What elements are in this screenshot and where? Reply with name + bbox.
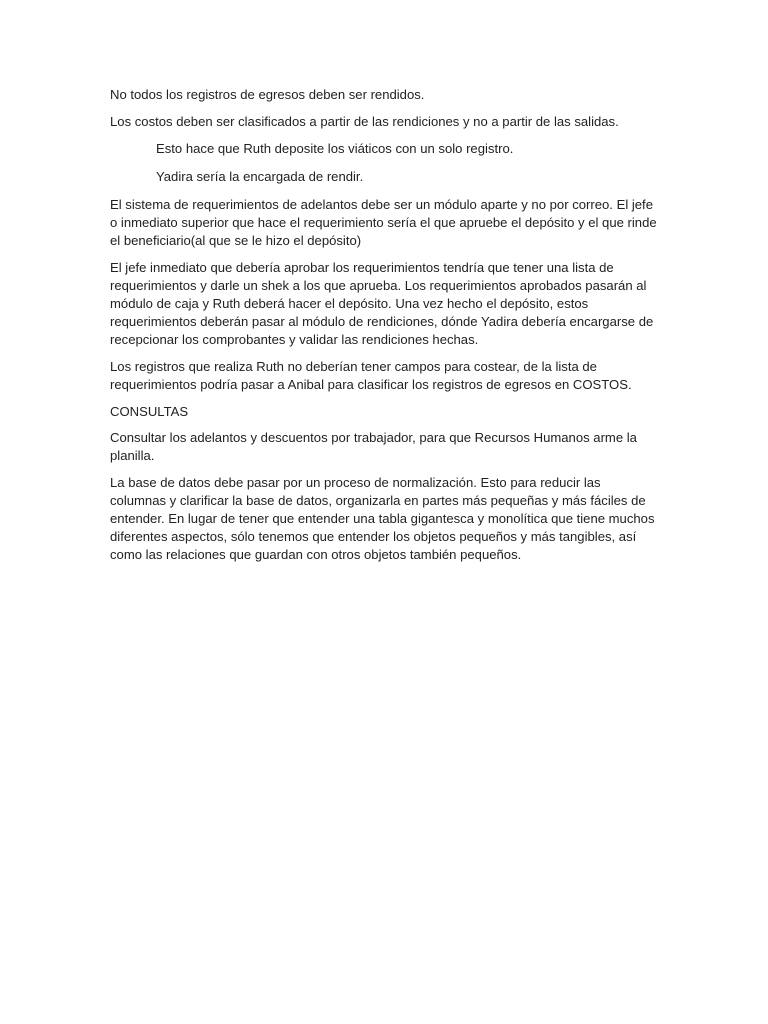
paragraph-consultar-adelantos: Consultar los adelantos y descuentos por trabajador, para que Recursos Humanos arme la planilla.: [110, 430, 637, 463]
paragraph-yadira-rendir: Yadira sería la encargada de rendir.: [156, 169, 364, 184]
paragraph-normalizacion: La base de datos debe pasar por un proceso de normalización. Esto para reducir las columnas y clarificar la base de datos, organizarla en partes más pequeñas y más fáciles de entender. En lugar de tener que entender una tabla gigantesca y monolítica que tiene muchos diferentes aspectos, sólo tenemos que entender los objetos pequeños y más tangibles, así como las relaciones que guardan con otros objetos también pequeños.: [110, 475, 655, 562]
paragraph-jefe-inmediato: El jefe inmediato que debería aprobar los requerimientos tendría que tener una lista de requerimientos y darle un shek a los que aprueba. Los requerimientos aprobados pasarán al módulo de caja y Ruth deberá hacer el depósito. Una vez hecho el depósito, estos requerimientos deberán pasar al módulo de rendiciones, dónde Yadira debería encargarse de recepcionar los comprobantes y validar las rendiciones hechas.: [110, 260, 654, 347]
paragraph-ruth-viaticos: Esto hace que Ruth deposite los viáticos con un solo registro.: [156, 141, 514, 156]
paragraph-registros-ruth: Los registros que realiza Ruth no deberían tener campos para costear, de la lista de requerimientos podría pasar a Anibal para clasificar los registros de egresos en COSTOS.: [110, 359, 632, 392]
paragraph-costos-clasificados: Los costos deben ser clasificados a partir de las rendiciones y no a partir de las salidas.: [110, 114, 619, 129]
paragraph-sistema-requerimientos: El sistema de requerimientos de adelantos debe ser un módulo aparte y no por correo. El jefe o inmediato superior que hace el requerimiento sería el que apruebe el depósito y el que rinde el beneficiario(al que se le hizo el depósito): [110, 197, 657, 248]
paragraph-egresos-rendidos: No todos los registros de egresos deben ser rendidos.: [110, 87, 425, 102]
section-heading-consultas: CONSULTAS: [110, 404, 189, 419]
document-body: [110, 86, 660, 573]
